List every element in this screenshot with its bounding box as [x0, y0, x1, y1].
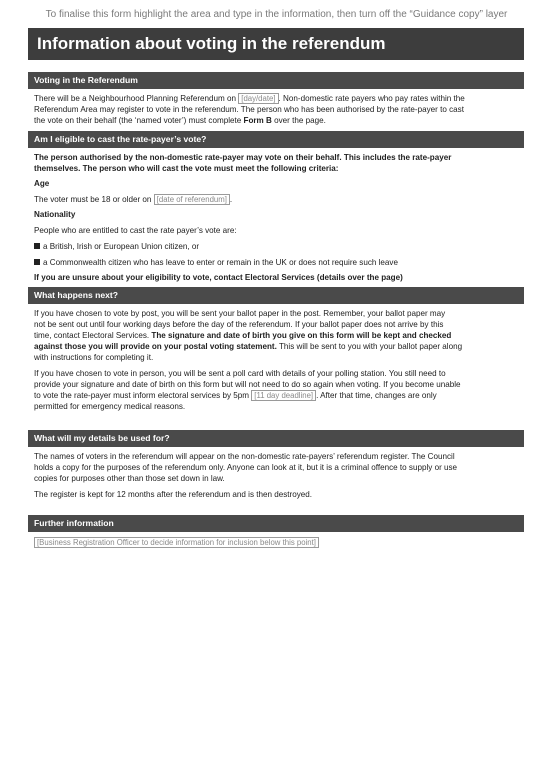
nationality-heading: Nationality	[34, 210, 76, 219]
deadline-field[interactable]: [11 day deadline]	[251, 390, 316, 401]
section-heading-next: What happens next?	[28, 287, 524, 304]
bullet-square-icon	[34, 259, 40, 265]
bullet-square-icon	[34, 243, 40, 249]
voting-text: There will be a Neighbourhood Planning Referendum on [day/date] . Non-domestic rate payers who pay rates within the Referendum Area may register to vote in the referendum. The person who has been authorised by the rate-payer to cast the vote on their behalf (the ‘named voter’) must complete Form B over the page.	[34, 94, 465, 125]
list-item: a Commonwealth citizen who has leave to enter or remain in the UK or does not require such leave	[34, 257, 518, 268]
section-heading-eligibility: Am I eligible to cast the rate-payer’s vote?	[28, 131, 524, 148]
referendum-date-field-2[interactable]: [date of referendum]	[154, 194, 230, 205]
list-item: a British, Irish or European Union citizen, or	[34, 241, 518, 252]
referendum-date-field[interactable]: [day/date]	[238, 93, 278, 104]
age-heading: Age	[34, 179, 50, 188]
eligibility-text: The person authorised by the non-domestic rate-payer may vote on their behalf. This includes the rate-payer themselves. The person who will cast the vote must meet the following criteria: Age The voter must be 18 or older on [date of referendum] . Nationality People who are entitled to cast the rate payer’s vote are: a British, Irish or European Union citizen, or a Commonwealth citizen who has leave to enter or remain in the UK or does not require such leave If you are unsure about your eligibility to vote, contact Electoral Services (details over the page)	[34, 152, 518, 283]
next-text: If you have chosen to vote by post, you will be sent your ballot paper in the post. Remember, your ballot paper may not be sent out until four working days before the day of the referendum. If your ballot paper does not arrive by this time, contact Electoral Services. The signature and date of birth you give on this form will be kept and checked against those you will provide on your postal voting statement. This will be sent to you with your ballot paper along with instructions for completing it. If you have chosen to vote in person, you will be sent a poll card with details of your polling station. You still need to provide your signature and date of birth on this form but will not need to do so again when voting. If you become unable to vote the rate-payer must inform electoral services by 5pm [11 day deadline] . After that time, changes are only permitted for emergency medical reasons.	[34, 309, 463, 411]
page-title: Information about voting in the referendum	[28, 28, 524, 60]
guidance-note: To finalise this form highlight the area and type in the information, then turn off the “Guidance copy” layer	[45, 9, 508, 20]
section-heading-further: Further information	[28, 515, 524, 532]
further-info-field[interactable]: [Business Registration Officer to decide information for inclusion below this point]	[34, 537, 319, 548]
details-text: The names of voters in the referendum will appear on the non-domestic rate-payers’ referendum register. The Council holds a copy for the purposes of the referendum only. Anyone can look at it, but it is a criminal offence to supply or use copies for purposes other than those set down in law. The register is kept for 12 months after the referendum and is then destroyed.	[34, 452, 458, 499]
section-heading-voting: Voting in the Referendum	[28, 72, 524, 89]
section-heading-details: What will my details be used for?	[28, 430, 524, 447]
